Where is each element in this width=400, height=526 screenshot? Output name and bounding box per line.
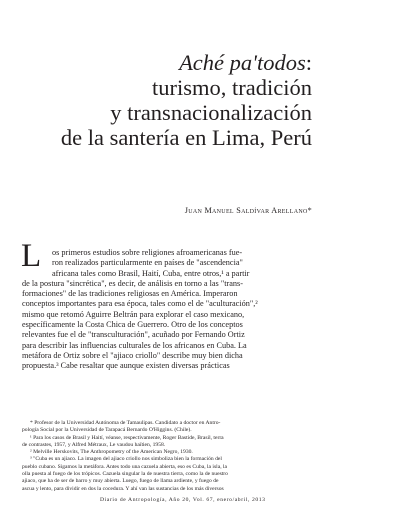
title-colon: : <box>305 50 312 75</box>
footnote-line: ascua y lento, para dividir en dos la cocedura. Y ahí van las sustancias de los más diversos <box>22 485 224 492</box>
footnote-line: de contrastes, 1957, y Alfred Métraux, Le vaudou haïtien, 1958. <box>22 441 166 448</box>
footnote-line: olla puesta al fuego de los trópicos. Cazuela singular la de nuestra tierra, como la de nuestro <box>22 471 228 478</box>
body-line: metáfora de Ortiz sobre el "ajiaco criollo" describe muy bien dicha <box>22 350 243 360</box>
body-line: africana tales como Brasil, Haití, Cuba, entre otros,¹ a partir <box>52 268 250 278</box>
body-line: de la postura "sincrética", es decir, de análisis en torno a las "trans- <box>22 278 243 288</box>
footnote-line: ajiaco, que ha de ser de barro y muy abierta. Luego, fuego de llama ardiente, y fuego de <box>22 478 219 485</box>
title-italic-phrase: Aché pa'todos <box>179 50 306 75</box>
body-line: ron realizados particularmente en países de "ascendencia" <box>52 258 243 268</box>
title-line-4: de la santería en Lima, Perú <box>60 125 312 150</box>
body-line: relevantes fue el de "transculturación", acuñado por Fernando Ortiz <box>22 330 245 340</box>
footnote-line: * Profesor de la Universidad Autónoma de Tamaulipas. Candidato a doctor en Antro- <box>30 420 221 426</box>
footnotes <box>22 420 314 493</box>
author-name: Juan Manuel Saldívar Arellano* <box>184 206 312 215</box>
title-line-2: turismo, tradición <box>152 75 312 100</box>
footnote-line: pología Social por la Universidad de Tarapacá Bernardo O'Higgins. (Chile). <box>22 427 192 434</box>
title-line-3: y transnacionalización <box>110 100 312 125</box>
article-title <box>61 50 312 150</box>
body-paragraph <box>22 248 314 372</box>
running-footer: Diario de Antropología, Año 20, Vol. 67, enero/abril, 2013 <box>100 497 266 503</box>
body-line: para describir las influencias culturales de los africanos en Cuba. La <box>22 340 247 350</box>
footnote-line: ³ "Cuba es un ajiaco. La imagen del ajiaco criollo nos simboliza bien la formación del <box>30 456 222 463</box>
drop-cap: L <box>21 238 42 274</box>
footnote-line: ¹ Para los casos de Brasil y Haití, véanse, respectivamente, Roger Bastide, Brasil, terra <box>30 434 224 441</box>
body-line: específicamente la Costa Chica de Guerrero. Otro de los conceptos <box>22 320 243 330</box>
body-line: conceptos importantes para esa época, tales como el de "aculturación",² <box>22 299 258 309</box>
body-line: propuesta.³ Cabe resaltar que aunque existen diversas prácticas <box>22 361 230 371</box>
footnote-line: pueblo cubano. Sigamos la metáfora. Antes todo una cazuela abierta, eso es Cuba, la isla, la <box>22 463 228 470</box>
body-line: mismo que retomó Aguirre Beltrán para explorar el caso mexicano, <box>22 309 245 319</box>
body-line: formaciones" de las tradiciones religiosas en América. Imperaron <box>22 289 238 299</box>
title-line-1 <box>61 50 312 75</box>
body-line: os primeros estudios sobre religiones afroamericanas fue- <box>52 248 243 257</box>
footnote-line: ² Melville Herskovits, The Anthropometry of the American Negro, 1930. <box>30 449 193 456</box>
